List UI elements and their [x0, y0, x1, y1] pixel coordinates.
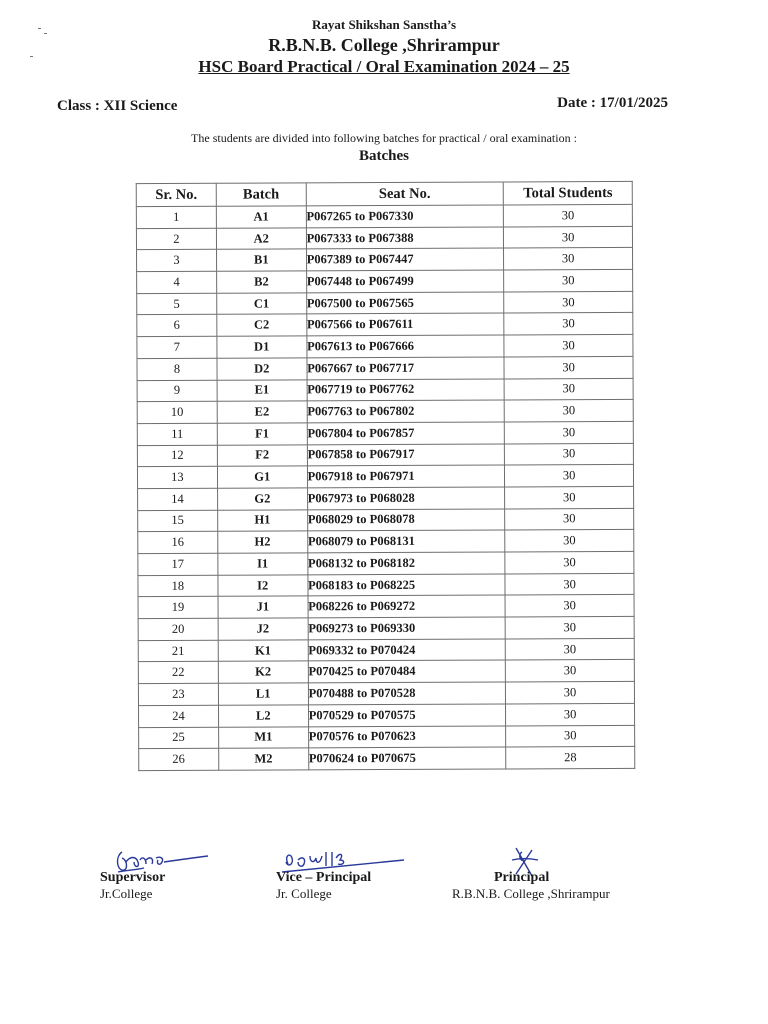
batches-table	[136, 181, 636, 771]
sr-no-cell: 19	[138, 597, 218, 619]
table-row	[137, 313, 633, 337]
total-students-cell: 30	[505, 551, 634, 573]
sr-no-cell: 5	[137, 293, 217, 315]
total-students-cell: 30	[504, 248, 633, 270]
total-students-cell: 30	[505, 443, 634, 465]
table-row	[139, 747, 635, 771]
seat-no-cell: P068226 to P069272	[308, 595, 506, 618]
batch-cell: J1	[218, 596, 308, 618]
seat-no-cell: P067858 to P067917	[307, 444, 505, 467]
total-students-cell: 30	[504, 313, 633, 335]
sr-no-cell: 18	[138, 575, 218, 597]
total-students-cell: 30	[505, 508, 634, 530]
batch-cell: D2	[217, 358, 307, 380]
supervisor-place: Jr.College	[100, 886, 153, 901]
total-students-cell: 30	[504, 226, 633, 248]
batch-cell: M1	[218, 726, 308, 748]
total-students-cell: 28	[506, 747, 635, 769]
seat-no-cell: P067613 to P067666	[307, 335, 505, 358]
exam-title-text: HSC Board Practical / Oral Examination 2024 – 25	[198, 57, 570, 76]
seat-no-cell: P069332 to P070424	[308, 639, 506, 662]
table-row	[138, 616, 634, 640]
sr-no-cell: 24	[138, 705, 218, 727]
sr-no-cell: 15	[138, 510, 218, 532]
batch-cell: C1	[217, 293, 307, 315]
column-header-batch: Batch	[216, 183, 306, 206]
seat-no-cell: P067389 to P067447	[306, 248, 504, 271]
sr-no-cell: 12	[137, 445, 217, 467]
class-label: Class : XII Science	[57, 98, 178, 114]
sr-no-cell: 10	[137, 401, 217, 423]
seat-no-cell: P070529 to P070575	[308, 704, 506, 727]
batch-cell: H2	[218, 531, 308, 553]
principal-role: Principal	[494, 870, 550, 885]
seat-no-cell: P070624 to P070675	[308, 747, 506, 770]
total-students-cell: 30	[504, 291, 633, 313]
table-row	[138, 703, 634, 727]
seat-no-cell: P067566 to P067611	[306, 313, 504, 336]
table-row	[138, 551, 634, 575]
column-header-seat-no: Seat No.	[306, 182, 504, 206]
sr-no-cell: 4	[137, 271, 217, 293]
seat-no-cell: P068183 to P068225	[308, 574, 506, 597]
college-name: R.B.N.B. College ,Shrirampur	[268, 35, 500, 55]
total-students-cell: 30	[504, 356, 633, 378]
total-students-cell: 30	[505, 530, 634, 552]
sr-no-cell: 16	[138, 532, 218, 554]
sr-no-cell: 22	[138, 662, 218, 684]
sr-no-cell: 17	[138, 553, 218, 575]
total-students-cell: 30	[505, 616, 634, 638]
supervisor-block	[100, 870, 165, 902]
table-row	[137, 248, 633, 272]
table-row	[137, 421, 633, 445]
total-students-cell: 30	[504, 421, 633, 443]
table-row	[137, 443, 633, 467]
batch-cell: G2	[217, 488, 307, 510]
table-body	[136, 204, 634, 770]
seat-no-cell: P067333 to P067388	[306, 227, 504, 250]
vice-principal-place: Jr. College	[276, 886, 332, 901]
seat-no-cell: P067973 to P068028	[307, 487, 505, 510]
vice-principal-role: Vice – Principal	[276, 870, 372, 885]
sr-no-cell: 14	[138, 488, 218, 510]
scan-speck	[44, 33, 47, 34]
total-students-cell: 30	[505, 573, 634, 595]
batch-cell: A2	[216, 228, 306, 250]
seat-no-cell: P068029 to P068078	[307, 509, 505, 532]
batch-cell: H1	[217, 509, 307, 531]
total-students-cell: 30	[505, 486, 634, 508]
seat-no-cell: P070576 to P070623	[308, 725, 506, 748]
batch-cell: C2	[217, 314, 307, 336]
batch-cell: M2	[219, 748, 309, 770]
table-header-row	[136, 181, 632, 206]
batch-cell: F1	[217, 423, 307, 445]
table-row	[137, 465, 633, 489]
total-students-cell: 30	[504, 269, 633, 291]
seat-no-cell: P070488 to P070528	[308, 682, 506, 705]
seat-no-cell: P069273 to P069330	[308, 617, 506, 640]
seat-no-cell: P067500 to P067565	[306, 292, 504, 315]
total-students-cell: 30	[504, 335, 633, 357]
sr-no-cell: 1	[136, 206, 216, 228]
batch-cell: D1	[217, 336, 307, 358]
seat-no-cell: P067763 to P067802	[307, 400, 505, 423]
table-row	[138, 530, 634, 554]
sr-no-cell: 13	[137, 466, 217, 488]
column-header-total-students: Total Students	[503, 181, 632, 205]
table-row	[137, 335, 633, 359]
table-row	[138, 486, 634, 510]
table-row	[137, 378, 633, 402]
table-row	[138, 573, 634, 597]
table-row	[137, 400, 633, 424]
table-row	[139, 725, 635, 749]
sr-no-cell: 11	[137, 423, 217, 445]
intro-text: The students are divided into following batches for practical / oral examination :	[191, 131, 577, 145]
sr-no-cell: 26	[139, 748, 219, 770]
batch-cell: K2	[218, 661, 308, 683]
table-row	[138, 638, 634, 662]
table-row	[138, 508, 634, 532]
sr-no-cell: 6	[137, 315, 217, 337]
seat-no-cell: P070425 to P070484	[308, 660, 506, 683]
column-header-sr-no: Sr. No.	[136, 183, 216, 206]
seat-no-cell: P067448 to P067499	[306, 270, 504, 293]
batch-cell: E1	[217, 379, 307, 401]
total-students-cell: 30	[504, 204, 633, 226]
sr-no-cell: 9	[137, 380, 217, 402]
seat-no-cell: P067719 to P067762	[307, 378, 505, 401]
principal-block	[452, 870, 610, 902]
batch-cell: E2	[217, 401, 307, 423]
seat-no-cell: P067265 to P067330	[306, 205, 504, 228]
table-row	[137, 356, 633, 380]
seat-no-cell: P068079 to P068131	[307, 530, 505, 553]
supervisor-role: Supervisor	[100, 870, 166, 885]
total-students-cell: 30	[505, 638, 634, 660]
batch-cell: B2	[216, 271, 306, 293]
table-row	[136, 226, 632, 250]
batch-cell: I2	[218, 575, 308, 597]
table-row	[137, 291, 633, 315]
sr-no-cell: 25	[139, 727, 219, 749]
total-students-cell: 30	[506, 682, 635, 704]
table-row	[138, 595, 634, 619]
sr-no-cell: 2	[136, 228, 216, 250]
vice-principal-block	[276, 870, 371, 902]
total-students-cell: 30	[506, 660, 635, 682]
batch-cell: L1	[218, 683, 308, 705]
sr-no-cell: 3	[137, 250, 217, 272]
batch-cell: F2	[217, 444, 307, 466]
batch-cell: I1	[218, 553, 308, 575]
total-students-cell: 30	[505, 465, 634, 487]
seat-no-cell: P067667 to P067717	[307, 357, 505, 380]
total-students-cell: 30	[505, 595, 634, 617]
batch-cell: A1	[216, 206, 306, 228]
table-row	[137, 269, 633, 293]
total-students-cell: 30	[506, 725, 635, 747]
sr-no-cell: 21	[138, 640, 218, 662]
batches-heading: Batches	[359, 148, 409, 164]
seat-no-cell: P067918 to P067971	[307, 465, 505, 488]
total-students-cell: 30	[506, 703, 635, 725]
total-students-cell: 30	[504, 378, 633, 400]
sr-no-cell: 20	[138, 618, 218, 640]
exam-title	[0, 57, 768, 77]
sr-no-cell: 8	[137, 358, 217, 380]
batch-cell: B1	[216, 249, 306, 271]
batch-cell: K1	[218, 640, 308, 662]
table-row	[138, 660, 634, 684]
seat-no-cell: P067804 to P067857	[307, 422, 505, 445]
principal-place: R.B.N.B. College ,Shrirampur	[452, 886, 610, 901]
batch-cell: L2	[218, 705, 308, 727]
date-label: Date : 17/01/2025	[557, 95, 668, 111]
society-name: Rayat Shikshan Sanstha’s	[311, 17, 457, 32]
batch-cell: J2	[218, 618, 308, 640]
seat-no-cell: P068132 to P068182	[307, 552, 505, 575]
sr-no-cell: 23	[138, 683, 218, 705]
table-row	[136, 204, 632, 228]
table-row	[138, 682, 634, 706]
total-students-cell: 30	[504, 400, 633, 422]
batch-cell: G1	[217, 466, 307, 488]
sr-no-cell: 7	[137, 336, 217, 358]
